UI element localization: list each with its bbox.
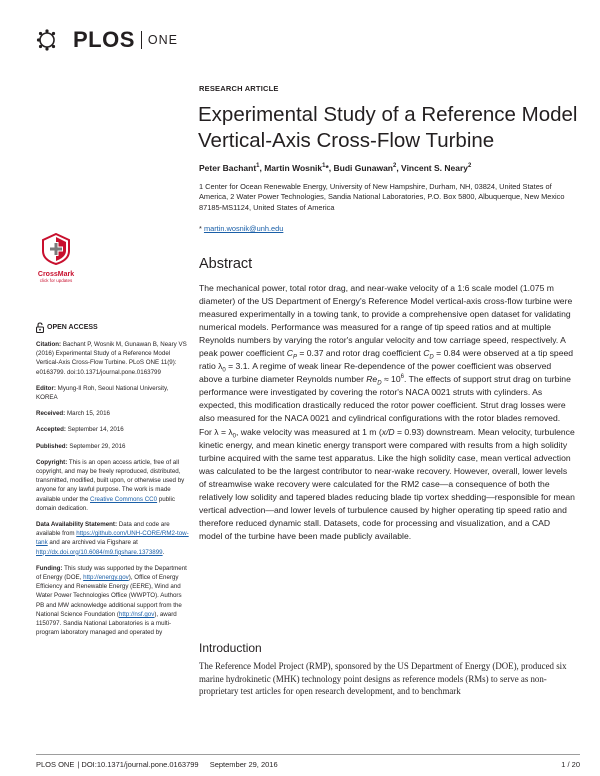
footer-journal: PLOS ONE — [36, 760, 75, 769]
open-access-label: OPEN ACCESS — [47, 323, 98, 331]
author-1[interactable]: Peter Bachant$^1$, — [199, 163, 265, 173]
editor-label: Editor: — [36, 384, 56, 392]
logo-journal: ONE — [147, 33, 178, 47]
author-3[interactable]: Budi Gunawan$^2$, — [333, 163, 402, 173]
logo-divider — [141, 31, 142, 49]
crossmark-badge[interactable] — [31, 233, 81, 283]
footer-divider — [36, 754, 580, 755]
footer-date: September 29, 2016 — [209, 760, 278, 769]
cc0-link[interactable]: Creative Commons CC0 — [90, 495, 158, 503]
copyright-block: Copyright: This is an open access article, free of all copyright, and may be freely reproduced, distributed, transmitted, modified, built upon, or otherwise used by anyone for any lawful purpose. The work is made available under the Creative Commons CC0 public domain dedication. — [36, 458, 185, 512]
github-link[interactable]: https://github.com/UNH-CORE/RM2-tow-tank — [36, 530, 189, 547]
corresponding-author — [199, 224, 283, 233]
author-list — [199, 163, 471, 173]
crossmark-sub: click for updates — [39, 278, 73, 283]
open-lock-icon — [36, 322, 44, 333]
abstract-text: The mechanical power, total rotor drag, and near-wake velocity of a 1:6 scale model (1.075 m diameter) of the US Department of Energy's Reference Model vertical-axis cross-flow turbine were measured experimentally in a towing tank, to provide a comprehensive open dataset for validating numerical models. Performance was measured for a range of tip speed ratios and at multiple Reynolds numbers by varying the rotor's angular velocity and tow carriage speed, respectively. A peak power coefficient $C_P = 0.37$ and rotor drag coefficient $C_D = 0.84$ were observed at a tip speed ratio $\lambda_0 = 3.1$. A regime of weak linear Re-dependence of the power coefficient was observed above a turbine diameter Reynolds number $Re_D \approx 10^6$. The effects of support strut drag on turbine performance were investigated by covering the rotor's NACA 0021 struts with cylinders. As expected, this modification drastically reduced the rotor power coefficient. Strut drag losses were also measured for the NACA 0021 and cylindrical configurations with the rotor blades removed. For $\lambda = \lambda_0$, wake velocity was measured at 1 m (x/D = 0.93) downstream. Mean velocity, turbulence kinetic energy, and mean kinetic energy transport were compared with results from a high solidity turbine acquired with the same test apparatus. Like the high solidity case, mean vertical advection was calculated to be the largest contributor to near-wake recovery. However, overall, lower levels of streamwise wake recovery were calculated for the RM2 case—a consequence of both the relatively low solidity and tapered blades reducing blade tip vortex shedding—responsible for mean vertical advection—and lower levels of turbulence caused by higher operating tip speed ratio and therefore reduced dynamic stall. Datasets, code for processing and visualization, and a CAD model of the turbine have been made publicly available. — [199, 283, 575, 541]
footer-doi[interactable]: DOI:10.1371/journal.pone.0163799 — [81, 760, 199, 769]
energy-gov-link[interactable]: http://energy.gov — [83, 574, 129, 582]
plos-dots-icon — [36, 29, 70, 51]
citation-block — [36, 340, 191, 377]
accepted-label: Accepted: — [36, 426, 66, 434]
logo-word: PLOS — [73, 27, 135, 52]
citation-text: Bachant P, Wosnik M, Gunawan B, Neary VS (2016) Experimental Study of a Reference Model Vertical-Axis Cross-Flow Turbine. PLoS ONE 11(9): e0163799. doi:10.1371/journal.pone.0163799 — [36, 341, 187, 376]
page-footer — [36, 760, 580, 769]
published-date: September 29, 2016 — [69, 442, 126, 450]
published-label: Published: — [36, 442, 68, 450]
affiliations: 1 Center for Ocean Renewable Energy, University of New Hampshire, Durham, NH, 03824, United States of America, 2 Water Power Technologies, Sandia National Laboratories, P.O. Box 5800, Albuquerque, New Mexico 87185-MS1124, United States of America — [199, 182, 565, 212]
corresponding-mark: * — [199, 224, 202, 233]
citation-label: Citation: — [36, 341, 62, 348]
accepted-block — [36, 425, 191, 434]
crossmark-label: CrossMark — [37, 271, 75, 278]
data-availability-block: Data Availability Statement: Data and code are available from https://github.com/UNH-CORE/RM2-tow-tank and are archived via Figshare at http://dx.doi.org/10.6084/m9.figshare.1373899. — [36, 521, 189, 556]
published-block — [36, 442, 191, 451]
accepted-date: September 14, 2016 — [67, 426, 124, 434]
open-access-badge — [36, 322, 191, 333]
received-label: Received: — [36, 410, 66, 418]
nsf-gov-link[interactable]: http://nsf.gov — [118, 610, 155, 618]
funding-label: Funding: — [36, 564, 63, 572]
received-date: March 15, 2016 — [66, 410, 110, 418]
footer-left: PLOS ONE | DOI:10.1371/journal.pone.0163799 September 29, 2016 — [36, 760, 278, 769]
figshare-link[interactable]: http://dx.doi.org/10.6084/m9.figshare.1373899 — [36, 548, 163, 556]
author-2[interactable]: Martin Wosnik$^1$*, — [264, 163, 334, 173]
received-block — [36, 409, 191, 418]
introduction-heading: Introduction — [199, 641, 262, 655]
article-title: Experimental Study of a Reference Model Vertical-Axis Cross-Flow Turbine — [198, 103, 578, 152]
sidebar — [36, 322, 191, 644]
editor-text: Myung-Il Roh, Seoul National University, KOREA — [36, 384, 169, 402]
editor-block — [36, 384, 191, 402]
page-number: 1 / 20 — [561, 760, 580, 769]
crossmark-icon — [41, 233, 71, 265]
article-type: RESEARCH ARTICLE — [199, 84, 279, 93]
funding-block: Funding: This study was supported by the Department of Energy (DOE, http://energy.gov), Office of Energy Efficiency and Renewable Energy (EERE), Wind and Water Power Technologies Office (WWPTO). Authors PB and MW acknowledge additional support from the National Science Foundation (http://nsf.gov), award 1150797. Sandia National Laboratories is a multi-program laboratory managed and operated by — [36, 564, 187, 637]
copyright-label: Copyright: — [36, 458, 68, 466]
plos-one-logo[interactable] — [36, 27, 178, 53]
abstract-heading: Abstract — [199, 256, 253, 272]
corresponding-email-link[interactable]: martin.wosnik@unh.edu — [203, 224, 284, 233]
introduction-text: The Reference Model Project (RMP), sponsored by the US Department of Energy (DOE), produced six marine hydrokinetic (MHK) technology point designs as reference models (RMs) to serve as non-proprietary test articles for open research development, and to benchmark — [199, 661, 567, 697]
author-4[interactable]: Vincent S. Neary$^2$ — [401, 163, 472, 173]
data-availability-label: Data Availability Statement: — [36, 521, 118, 529]
